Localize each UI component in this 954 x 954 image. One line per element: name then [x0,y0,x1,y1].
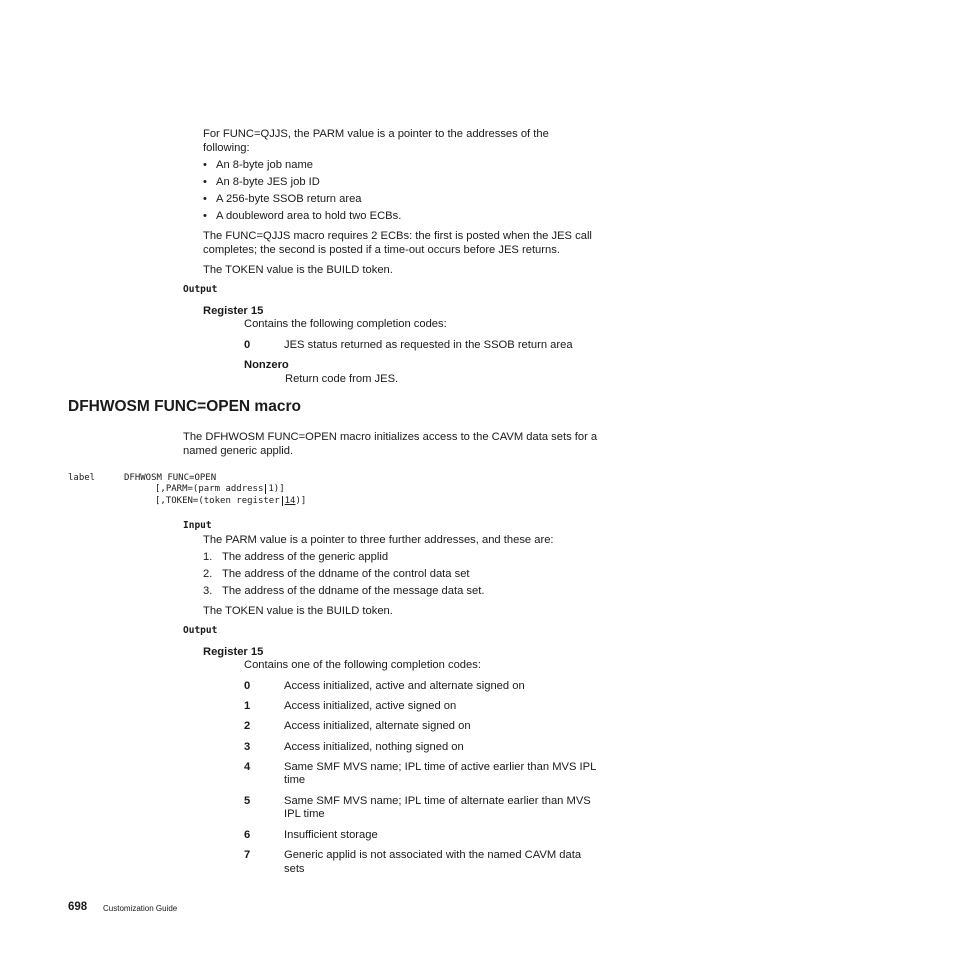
open-register-label: Register 15 [203,646,264,658]
open-input-label: Input [183,520,212,531]
completion-code: 6 [244,829,251,841]
section-heading: DFHWOSM FUNC=OPEN macro [68,398,301,415]
syntax-parm-open: [,PARM=(parm address [155,484,264,494]
completion-code-desc: Generic applid is not associated with the named CAVM data [284,849,582,861]
book-title: Customization Guide [103,904,178,913]
qjjs-output-label: Output [183,284,218,295]
qjjs-bullet-item: A doubleword area to hold two ECBs. [216,210,402,222]
open-input-desc: The PARM value is a pointer to three further addresses, and these are: [203,534,554,546]
syntax-label: label [68,473,96,483]
syntax-macro-name: DFHWOSM FUNC=OPEN [124,473,217,483]
qjjs-register-desc: Contains the following completion codes: [244,318,447,330]
completion-code-desc: JES status returned as requested in the SSOB return area [284,339,573,351]
qjjs-intro-line2: following: [203,142,250,154]
completion-code-desc: Access initialized, active and alternate signed on [284,680,525,692]
qjjs-bullet-item: A 256-byte SSOB return area [216,193,362,205]
page-number: 698 [68,901,88,913]
completion-code-desc-cont: IPL time [284,808,325,820]
numbered-item-text: The address of the ddname of the control data set [222,568,470,580]
completion-code-desc: Insufficient storage [284,829,378,841]
numbered-item-text: The address of the ddname of the message data set. [222,585,485,597]
bullet-marker: • [203,193,207,205]
bullet-marker: • [203,176,207,188]
completion-code-desc: Access initialized, nothing signed on [284,741,464,753]
completion-code: 7 [244,849,251,861]
completion-code: 1 [244,700,251,712]
completion-code-desc: Same SMF MVS name; IPL time of active earlier than MVS IPL [284,761,597,773]
numbered-item-num: 1. [203,551,213,563]
open-output-label: Output [183,625,218,636]
completion-code: 0 [244,680,251,692]
completion-code-desc-cont: sets [284,863,305,875]
qjjs-ecb-line1: The FUNC=QJJS macro requires 2 ECBs: the first is posted when the JES call [203,230,592,242]
syntax-token-default: 14 [282,496,296,506]
qjjs-ecb-line2: completes; the second is posted if a time-out occurs before JES returns. [203,244,560,256]
open-register-desc: Contains one of the following completion codes: [244,659,481,671]
completion-code: 2 [244,720,251,732]
nonzero-desc: Return code from JES. [285,373,399,385]
numbered-item-num: 2. [203,568,213,580]
syntax-token-line [155,496,306,507]
numbered-item-num: 3. [203,585,213,597]
bullet-marker: • [203,159,207,171]
completion-code: 0 [244,339,251,351]
bullet-marker: • [203,210,207,222]
completion-code: 5 [244,795,251,807]
syntax-parm-line [155,484,285,495]
syntax-parm-close: )] [273,484,285,494]
syntax-token-close: )] [295,496,307,506]
qjjs-bullet-item: An 8-byte job name [216,159,314,171]
open-token-text: The TOKEN value is the BUILD token. [203,605,393,617]
syntax-token-open: [,TOKEN=(token register [155,496,280,506]
nonzero-label: Nonzero [244,359,289,371]
completion-code-desc: Same SMF MVS name; IPL time of alternate earlier than MVS [284,795,591,807]
qjjs-intro-line1: For FUNC=QJJS, the PARM value is a pointer to the addresses of the [203,128,549,140]
open-intro-line2: named generic applid. [183,445,294,457]
completion-code: 4 [244,761,251,773]
qjjs-register-label: Register 15 [203,305,264,317]
completion-code-desc: Access initialized, active signed on [284,700,457,712]
qjjs-token-text: The TOKEN value is the BUILD token. [203,264,393,276]
numbered-item-text: The address of the generic applid [222,551,389,563]
qjjs-bullet-item: An 8-byte JES job ID [216,176,320,188]
completion-code: 3 [244,741,251,753]
completion-code-desc: Access initialized, alternate signed on [284,720,471,732]
open-intro-line1: The DFHWOSM FUNC=OPEN macro initializes access to the CAVM data sets for a [183,431,598,443]
syntax-parm-default: 1 [265,484,273,494]
completion-code-desc-cont: time [284,774,306,786]
